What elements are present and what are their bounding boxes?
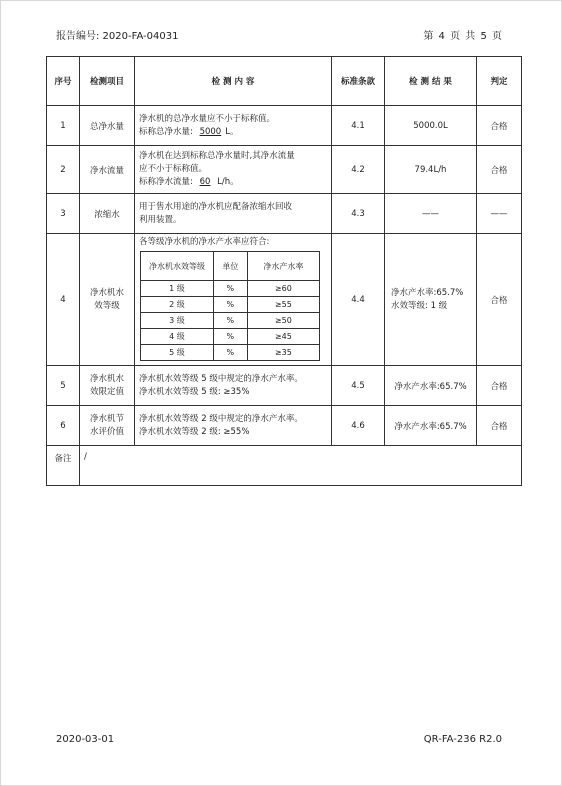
nominal-value: 60: [199, 177, 211, 187]
nominal-line: [139, 176, 327, 189]
footer-date: 2020-03-01: [56, 734, 115, 745]
row-content: [135, 106, 332, 146]
table-header-row: [47, 57, 522, 106]
col-header-clause: 标准条款: [332, 57, 385, 106]
grade-table-header: [141, 252, 320, 281]
row-verdict: 合格: [477, 406, 522, 446]
table-row: [47, 194, 522, 234]
row-result: ——: [385, 194, 477, 234]
row-content: [135, 194, 332, 234]
row-no: 6: [47, 406, 80, 446]
grade-level: 5 级: [141, 345, 214, 361]
table-row: [47, 146, 522, 194]
inspection-table: [46, 56, 522, 486]
content-line: 净水机在达到标称总净水量时,其净水流量: [139, 151, 295, 161]
row-item: 净水流量: [80, 146, 135, 194]
grade-unit: %: [214, 313, 248, 329]
grade-rate: ≥35: [247, 345, 319, 361]
nominal-unit: L。: [225, 126, 239, 137]
row-item: 浓缩水: [80, 194, 135, 234]
footer-code: QR-FA-236 R2.0: [423, 734, 502, 745]
content-line: 净水机水效等级 5 级中规定的净水产水率。: [139, 373, 303, 384]
row-item: [80, 366, 135, 406]
row-verdict: 合格: [477, 366, 522, 406]
row-clause: 4.5: [332, 366, 385, 406]
nominal-label: 标称总净水量:: [139, 126, 193, 137]
item-line: 效限定值: [89, 386, 124, 397]
grade-row: [141, 329, 320, 345]
grade-table: [140, 251, 320, 361]
row-result: 5000.0L: [385, 106, 477, 146]
grade-header-level: 净水机水效等级: [141, 252, 214, 281]
row-content: [135, 146, 332, 194]
table-row: [47, 106, 522, 146]
grade-row: [141, 313, 320, 329]
row-clause: 4.6: [332, 406, 385, 446]
page-info: 第 4 页 共 5 页: [423, 31, 502, 42]
row-no: 2: [47, 146, 80, 194]
grade-row: [141, 281, 320, 297]
content-intro: 各等级净水机的净水产水率应符合:: [139, 237, 270, 247]
row-no: 4: [47, 234, 80, 366]
result-line: 水效等级: 1 级: [391, 300, 448, 311]
content-line: 净水机水效等级 5 级: ≥35%: [139, 386, 250, 397]
grade-row: [141, 345, 320, 361]
content-line: 利用装置。: [139, 214, 182, 225]
row-item: [80, 234, 135, 366]
remark-value: /: [80, 446, 522, 486]
remark-row: [47, 446, 522, 486]
row-verdict: 合格: [477, 234, 522, 366]
row-no: 5: [47, 366, 80, 406]
row-result: 79.4L/h: [385, 146, 477, 194]
content-line: 应不小于标称值。: [139, 164, 208, 174]
grade-rate: ≥45: [247, 329, 319, 345]
nominal-line: [139, 126, 327, 139]
row-verdict: ——: [477, 194, 522, 234]
row-item: 总净水量: [80, 106, 135, 146]
row-result: 净水产水率:65.7%: [385, 366, 477, 406]
row-content: [135, 366, 332, 406]
table-row: [47, 406, 522, 446]
row-clause: 4.3: [332, 194, 385, 234]
col-header-content: 检 测 内 容: [135, 57, 332, 106]
col-header-result: 检 测 结 果: [385, 57, 477, 106]
item-line: 净水机水: [89, 373, 124, 384]
grade-unit: %: [214, 329, 248, 345]
table-row: [47, 366, 522, 406]
item-line: 水评价值: [89, 426, 124, 437]
item-line: 净水机水: [89, 287, 124, 298]
row-no: 3: [47, 194, 80, 234]
row-content: [135, 406, 332, 446]
row-content: [135, 234, 332, 366]
item-line: 效等级: [94, 300, 120, 311]
content-line: 用于售水用途的净水机应配备浓缩水回收: [139, 201, 293, 212]
nominal-value: 5000: [199, 126, 222, 137]
grade-header-unit: 单位: [214, 252, 248, 281]
row-result: [385, 234, 477, 366]
grade-rate: ≥50: [247, 313, 319, 329]
grade-rate: ≥55: [247, 297, 319, 313]
row-clause: 4.1: [332, 106, 385, 146]
grade-unit: %: [214, 345, 248, 361]
content-line: 净水机水效等级 2 级中规定的净水产水率。: [139, 413, 303, 424]
row-item: [80, 406, 135, 446]
result-line: 净水产水率:65.7%: [391, 287, 464, 298]
content-line: 净水机水效等级 2 级: ≥55%: [139, 426, 250, 437]
grade-level: 3 级: [141, 313, 214, 329]
grade-level: 2 级: [141, 297, 214, 313]
nominal-label: 标称净水流量:: [139, 177, 193, 187]
col-header-item: 检测项目: [80, 57, 135, 106]
remark-label: 备注: [47, 446, 80, 486]
col-header-verdict: 判定: [477, 57, 522, 106]
row-no: 1: [47, 106, 80, 146]
grade-unit: %: [214, 297, 248, 313]
table-row: [47, 234, 522, 366]
grade-row: [141, 297, 320, 313]
grade-level: 1 级: [141, 281, 214, 297]
nominal-unit: L/h。: [217, 177, 239, 187]
row-clause: 4.2: [332, 146, 385, 194]
row-result: 净水产水率:65.7%: [385, 406, 477, 446]
grade-unit: %: [214, 281, 248, 297]
grade-header-rate: 净水产水率: [247, 252, 319, 281]
grade-rate: ≥60: [247, 281, 319, 297]
row-verdict: 合格: [477, 106, 522, 146]
row-clause: 4.4: [332, 234, 385, 366]
report-number: 报告编号: 2020-FA-04031: [56, 31, 179, 42]
grade-level: 4 级: [141, 329, 214, 345]
item-line: 净水机节: [89, 413, 124, 424]
row-verdict: 合格: [477, 146, 522, 194]
col-header-no: 序号: [47, 57, 80, 106]
content-line: 净水机的总净水量应不小于标称值。: [139, 113, 276, 124]
